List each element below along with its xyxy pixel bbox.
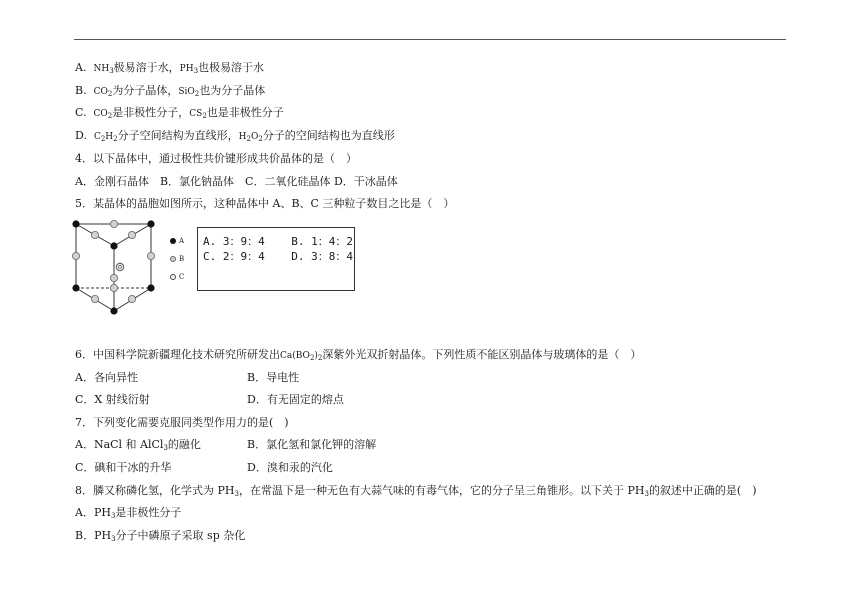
atom-a — [72, 220, 79, 227]
legend-item-a: A — [170, 232, 184, 250]
atom-a — [72, 284, 79, 291]
q3-option-b: B. $CO_2$为分子晶体，SiO$_2$也为分子晶体 — [75, 84, 266, 98]
q5-stem: 5．某晶体的晶胞如图所示，这种晶体中 A、B、C 三种粒子数目之比是（ ） — [75, 197, 455, 210]
crystal-unit-cell-figure — [68, 216, 164, 320]
q6-stem: 6．中国科学院新疆理化技术研究所研发出$Ca(BO_2)_2$深紫外光双折射晶体。下列性质不能区别晶体与玻璃体的是（ ） — [75, 348, 642, 362]
q6-option-b: B．导电性 — [247, 371, 300, 384]
q5-box-row-1: A. 3：9：4 B. 1：4：2 — [203, 235, 353, 248]
q4-options: A．金刚石晶体 B．氯化钠晶体 C．二氧化硅晶体 D．干冰晶体 — [75, 175, 398, 188]
atom-a — [147, 220, 154, 227]
atom-b — [110, 220, 117, 227]
q5-answer-box — [197, 227, 355, 291]
atom-a — [147, 284, 154, 291]
atom-b — [72, 252, 79, 259]
q3-option-a: A. $NH_3$极易溶于水，$PH_3$也极易溶于水 — [75, 61, 265, 75]
atom-b — [128, 295, 135, 302]
crystal-legend — [170, 232, 184, 286]
q8-option-b: B．$PH_3$分子中磷原子采取 sp 杂化 — [75, 529, 246, 543]
q7-option-c: C．碘和干冰的升华 — [75, 461, 172, 474]
q5-box-row-2: C. 2：9：4 D. 3：8：4 — [203, 250, 353, 263]
q7-option-a: A．NaCl 和 AlCl$_3$的融化 — [75, 438, 201, 452]
q6-option-a: A．各向异性 — [75, 371, 138, 384]
atom-a — [110, 242, 117, 249]
q7-option-d: D．溴和汞的汽化 — [247, 461, 333, 474]
header-rule — [74, 39, 786, 40]
q7-option-b: B．氯化氢和氯化钾的溶解 — [247, 438, 377, 451]
q3-option-d: D. $C_2H_2$分子空间结构为直线形，$H_2O_2$分子的空间结构也为直线形 — [75, 129, 395, 143]
atom-b — [91, 231, 98, 238]
atom-b — [110, 284, 117, 291]
q6-option-d: D．有无固定的熔点 — [247, 393, 344, 406]
atom-b — [91, 295, 98, 302]
atom-a — [110, 307, 117, 314]
q8-stem: 8．膦又称磷化氢，化学式为 $PH_3$，在常温下是一种无色有大蒜气味的有毒气体，它的分子呈三角锥形。以下关于 $PH_3$的叙述中正确的是( ) — [75, 484, 757, 498]
legend-dot-b — [170, 256, 176, 262]
atom-b — [110, 274, 117, 281]
q6-option-c: C．X 射线衍射 — [75, 393, 150, 406]
atom-c — [116, 263, 124, 271]
legend-dot-c — [170, 274, 176, 280]
legend-dot-a — [170, 238, 176, 244]
atom-b — [128, 231, 135, 238]
legend-item-c: C — [170, 268, 184, 286]
atom-b — [147, 252, 154, 259]
q8-option-a: A．$PH_3$是非极性分子 — [75, 506, 182, 520]
q3-option-c: C. $CO_2$是非极性分子，$CS_2$也是非极性分子 — [75, 106, 284, 120]
q7-stem: 7．下列变化需要克服同类型作用力的是( ) — [75, 416, 289, 429]
q4-stem: 4．以下晶体中，通过极性共价键形成共价晶体的是（ ） — [75, 152, 357, 165]
legend-item-b: B — [170, 250, 184, 268]
